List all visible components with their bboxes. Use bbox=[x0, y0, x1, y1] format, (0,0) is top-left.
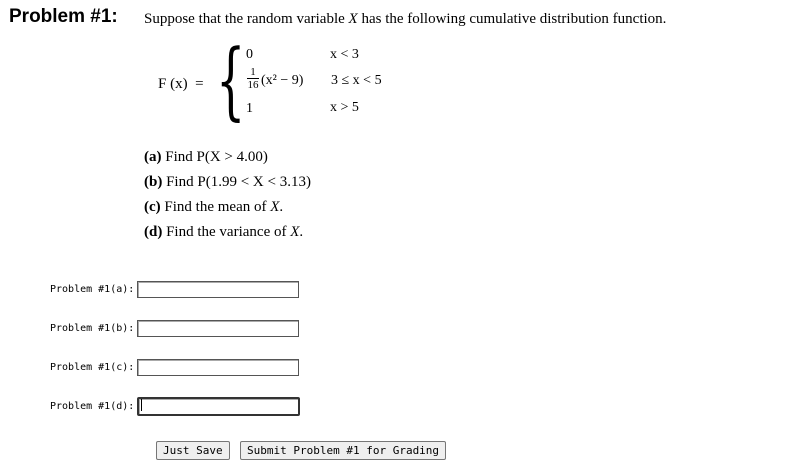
part-a bbox=[144, 149, 268, 166]
fraction-denominator: 16 bbox=[247, 79, 259, 91]
part-label: (c) bbox=[144, 199, 161, 215]
answer-input-d[interactable] bbox=[137, 397, 300, 416]
part-math: X bbox=[290, 224, 300, 240]
part-text: Find the mean of bbox=[164, 199, 271, 215]
answer-input-c[interactable] bbox=[137, 359, 299, 376]
answer-label-b: Problem #1(b): bbox=[50, 323, 135, 334]
part-suffix: . bbox=[299, 224, 304, 240]
answer-input-a[interactable] bbox=[137, 281, 299, 298]
part-d bbox=[144, 224, 303, 241]
part-text: Find bbox=[165, 149, 197, 165]
fraction-numerator: 1 bbox=[247, 66, 259, 79]
cdf-case-2-condition: 3 ≤ x < 5 bbox=[331, 73, 382, 88]
cdf-case-3-value: 1 bbox=[246, 101, 253, 116]
cdf-case-2-fraction bbox=[247, 66, 259, 91]
cdf-case-3-condition: x > 5 bbox=[330, 100, 359, 115]
part-math: P(1.99 < X < 3.13) bbox=[197, 174, 311, 190]
part-label: (b) bbox=[144, 174, 163, 190]
answer-label-d: Problem #1(d): bbox=[50, 401, 135, 412]
just-save-button[interactable]: Just Save bbox=[156, 441, 230, 460]
text-caret bbox=[141, 399, 142, 411]
cdf-case-2-expr: (x² − 9) bbox=[261, 73, 304, 88]
cdf-lhs-label: F (x) bbox=[158, 76, 188, 92]
part-label: (a) bbox=[144, 149, 162, 165]
statement-prefix: Suppose that the random variable bbox=[144, 11, 349, 27]
cdf-case-1-condition: x < 3 bbox=[330, 47, 359, 62]
part-label: (d) bbox=[144, 224, 163, 240]
part-b bbox=[144, 174, 311, 191]
piecewise-brace-icon: { bbox=[216, 31, 246, 129]
problem-title: Problem #1: bbox=[9, 6, 118, 27]
part-text: Find bbox=[166, 174, 198, 190]
part-c bbox=[144, 199, 283, 216]
answer-label-a: Problem #1(a): bbox=[50, 284, 135, 295]
cdf-lhs bbox=[158, 76, 204, 93]
part-suffix: . bbox=[279, 199, 284, 215]
statement-suffix: has the following cumulative distribution function. bbox=[357, 11, 667, 27]
part-math: X bbox=[270, 199, 280, 215]
cdf-equals: = bbox=[195, 76, 204, 92]
answer-input-b[interactable] bbox=[137, 320, 299, 337]
submit-problem-button[interactable]: Submit Problem #1 for Grading bbox=[240, 441, 446, 460]
statement-variable: X bbox=[348, 11, 358, 27]
problem-statement bbox=[144, 11, 666, 28]
answer-label-c: Problem #1(c): bbox=[50, 362, 135, 373]
cdf-case-1-value: 0 bbox=[246, 47, 253, 62]
part-math: P(X > 4.00) bbox=[196, 149, 268, 165]
part-text: Find the variance of bbox=[166, 224, 291, 240]
